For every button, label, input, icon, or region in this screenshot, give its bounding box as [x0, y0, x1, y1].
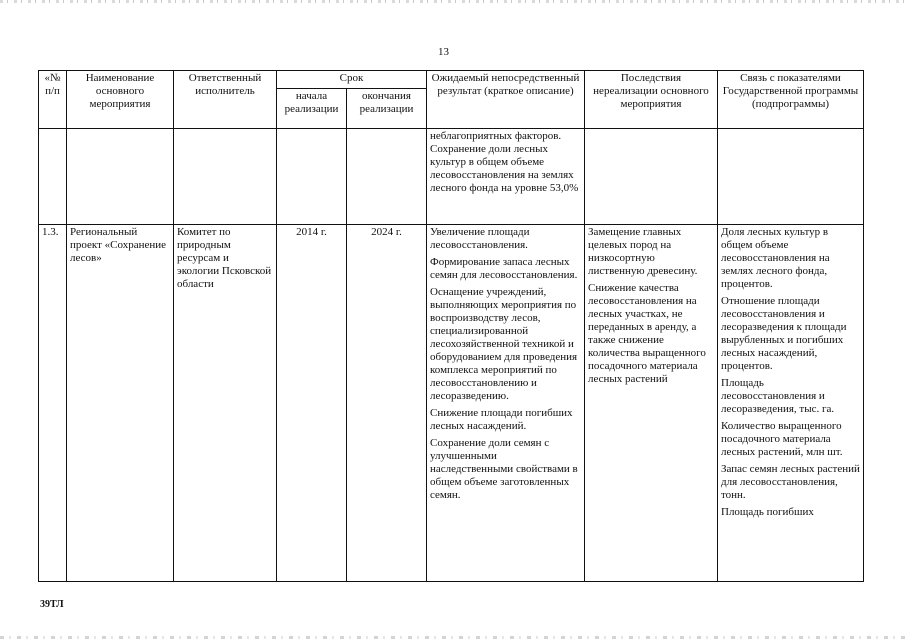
header-row-1 [39, 71, 864, 89]
measure-row-1-3 [39, 225, 864, 582]
cont-start-cell [277, 129, 347, 225]
measure-start: 2014 г. [277, 225, 347, 582]
header-consequences: Последствия нереализации основного мероприятия [585, 71, 718, 129]
cont-result-cell: неблагоприятных факторов. Сохранение доли лесных культур в общем объеме лесовосстановления на землях лесного фонда на уровне 53,0% [427, 129, 585, 225]
header-link: Связь с показателями Государственной программы (подпрограммы) [718, 71, 864, 129]
result-item: Сохранение доли семян с улучшенными наследственными свойствами в общем объеме заготовленных семян. [430, 437, 578, 501]
page-number: 13 [438, 46, 449, 58]
cont-end-cell [347, 129, 427, 225]
cont-name-cell [67, 129, 174, 225]
indicator-item: Отношение площади лесовосстановления и лесоразведения к площади вырубленных и погибших лесных насаждений, процентов. [721, 295, 847, 372]
indicator-item: Площадь погибших [721, 506, 814, 518]
indicator-item: Количество выращенного посадочного материала лесных растений, млн шт. [721, 420, 843, 458]
continuation-row [39, 129, 864, 225]
measure-results-cell [427, 225, 585, 582]
header-term-start: начала реализации [277, 89, 347, 129]
scan-artifact-top [0, 0, 905, 3]
header-executor: Ответственный исполнитель [174, 71, 277, 129]
consequence-item: Замещение главных целевых пород на низкосортную лиственную древесину. [588, 226, 698, 277]
result-item: Формирование запаса лесных семян для лесовосстановления. [430, 256, 578, 281]
measure-end: 2024 г. [347, 225, 427, 582]
header-result: Ожидаемый непосредственный результат (краткое описание) [427, 71, 585, 129]
scan-artifact-bottom [0, 636, 905, 639]
cont-link-cell [718, 129, 864, 225]
footer-code: 39ТЛ [40, 599, 64, 610]
result-item: Увеличение площади лесовосстановления. [430, 226, 530, 251]
measure-executor: Комитет по природным ресурсам и экологии Псковской области [174, 225, 277, 582]
measure-name: Региональный проект «Сохранение лесов» [67, 225, 174, 582]
header-term-end: окончания реализации [347, 89, 427, 129]
header-term: Срок [277, 71, 427, 89]
cont-num-cell [39, 129, 67, 225]
measure-consequences-cell [585, 225, 718, 582]
indicator-item: Запас семян лесных растений для лесовосстановления, тонн. [721, 463, 860, 501]
cont-executor-cell [174, 129, 277, 225]
indicator-item: Площадь лесовосстановления и лесоразведения, тыс. га. [721, 377, 835, 415]
header-num: «№ п/п [39, 71, 67, 129]
cont-consequences-cell [585, 129, 718, 225]
measure-indicators-cell [718, 225, 864, 582]
consequence-item: Снижение качества лесовосстановления на лесных участках, не переданных в аренду, а также снижение количества выращенного посадочного материала лесных растений [588, 282, 706, 385]
result-item: Оснащение учреждений, выполняющих мероприятия по воспроизводству лесов, специализированной лесохозяйственной техникой и оборудованием для проведения комплекса мероприятий по лесовосстановлению и лесоразведению. [430, 286, 578, 402]
measures-table [38, 70, 864, 582]
result-item: Снижение площади погибших лесных насаждений. [430, 407, 573, 432]
indicator-item: Доля лесных культур в общем объеме лесовосстановления на землях лесного фонда, процентов. [721, 226, 830, 290]
measure-num: 1.3. [39, 225, 67, 582]
header-name: Наименование основного мероприятия [67, 71, 174, 129]
